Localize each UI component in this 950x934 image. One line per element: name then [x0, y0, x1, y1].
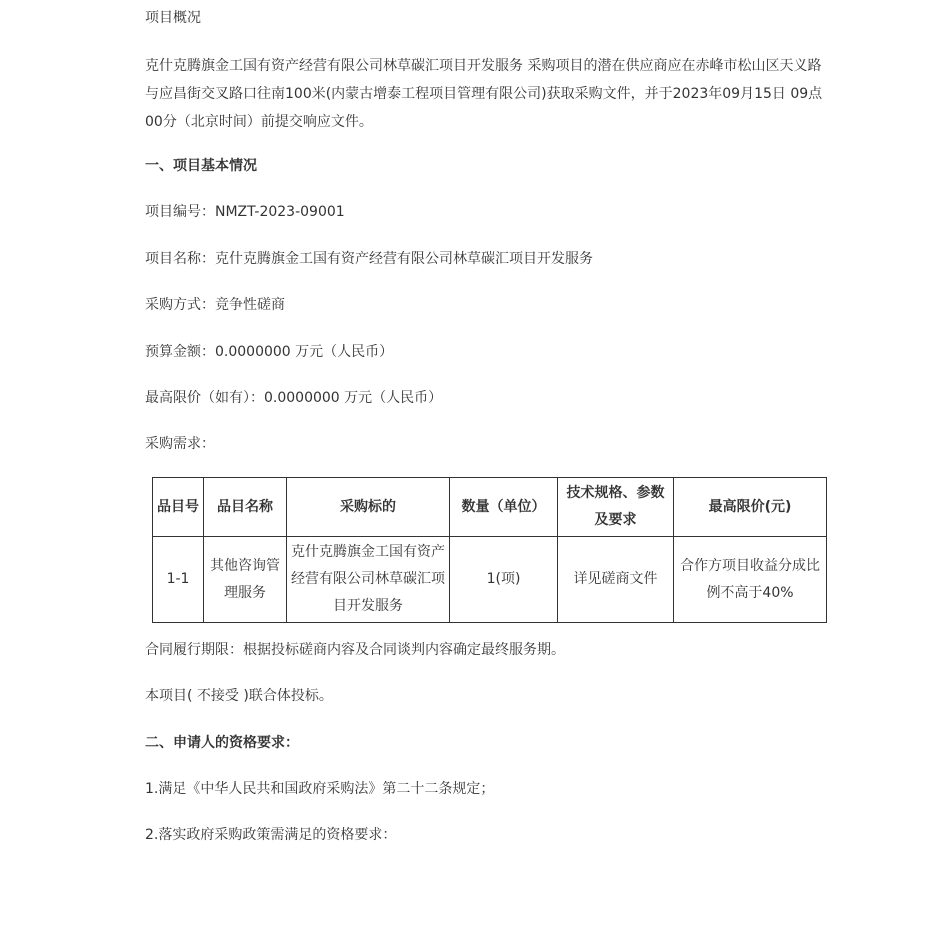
requirement-2: 2.落实政府采购政策需满足的资格要求： [145, 827, 397, 843]
cell-quantity: 1(项) [450, 537, 558, 623]
table-header-row [153, 478, 827, 537]
procurement-method: 采购方式：竞争性磋商 [145, 297, 285, 313]
cell-item-name: 其他咨询管理服务 [204, 537, 287, 623]
header-item-name: 品目名称 [204, 478, 287, 537]
consortium-note: 本项目( 不接受 )联合体投标。 [145, 688, 333, 704]
header-quantity: 数量（单位） [450, 478, 558, 537]
demand-label: 采购需求： [145, 436, 215, 452]
header-item-no: 品目号 [153, 478, 204, 537]
table-row [153, 537, 827, 623]
requirement-1: 1.满足《中华人民共和国政府采购法》第二十二条规定； [145, 781, 495, 797]
cell-max-price: 合作方项目收益分成比例不高于40% [674, 537, 827, 623]
section-title: 项目概况 [145, 10, 201, 26]
max-price: 最高限价（如有）：0.0000000 万元（人民币） [145, 390, 443, 406]
intro-paragraph: 克什克腾旗金工国有资产经营有限公司林草碳汇项目开发服务 采购项目的潜在供应商应在赤峰市松山区天义路与应昌街交叉路口往南100米(内蒙古增泰工程项目管理有限公司)获取采购文件，并于2023年09月15日 09点00分（北京时间）前提交响应文件。 [145, 58, 823, 130]
cell-specs: 详见磋商文件 [558, 537, 674, 623]
project-name: 项目名称：克什克腾旗金工国有资产经营有限公司林草碳汇项目开发服务 [145, 251, 593, 267]
heading-basic-info: 一、项目基本情况 [145, 158, 257, 174]
contract-period: 合同履行期限：根据投标磋商内容及合同谈判内容确定最终服务期。 [145, 642, 565, 658]
header-subject: 采购标的 [287, 478, 450, 537]
header-specs: 技术规格、参数及要求 [558, 478, 674, 537]
cell-subject: 克什克腾旗金工国有资产经营有限公司林草碳汇项目开发服务 [287, 537, 450, 623]
header-max-price: 最高限价(元) [674, 478, 827, 537]
requirements-table [152, 477, 827, 623]
heading-qualifications: 二、申请人的资格要求： [145, 735, 299, 751]
project-number: 项目编号：NMZT-2023-09001 [145, 204, 345, 220]
cell-item-no: 1-1 [153, 537, 204, 623]
budget-amount: 预算金额：0.0000000 万元（人民币） [145, 344, 394, 360]
